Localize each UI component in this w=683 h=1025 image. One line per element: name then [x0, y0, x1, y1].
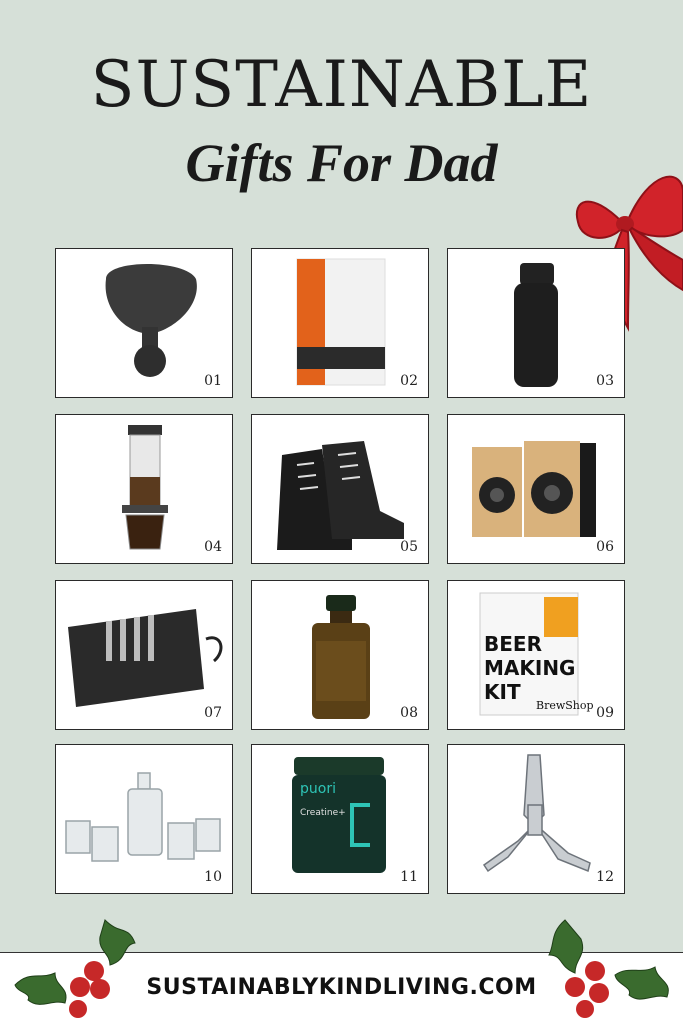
beer-kit-line-2: MAKING — [484, 656, 576, 680]
page-subtitle: Gifts For Dad — [185, 133, 498, 193]
product-number: 08 — [400, 705, 418, 721]
page-title: SUSTAINABLE — [90, 48, 593, 122]
product-card-09[interactable] — [447, 580, 625, 730]
product-card-05[interactable] — [251, 414, 429, 564]
product-grid — [55, 248, 629, 896]
product-card-12[interactable] — [447, 744, 625, 894]
beer-kit-line-1: BEER — [484, 632, 542, 656]
jar-brand: puori — [300, 781, 336, 797]
product-number: 12 — [596, 869, 614, 885]
product-number: 10 — [204, 869, 222, 885]
product-number: 07 — [204, 705, 222, 721]
holly-left-icon — [10, 915, 140, 1020]
product-number: 05 — [400, 539, 418, 555]
product-number: 03 — [596, 373, 614, 389]
product-number: 06 — [596, 539, 614, 555]
product-card-10[interactable] — [55, 744, 233, 894]
beer-kit-brand: BrewShop — [536, 699, 594, 712]
product-card-07[interactable] — [55, 580, 233, 730]
product-card-02[interactable] — [251, 248, 429, 398]
website-link[interactable]: SUSTAINABLYKINDLIVING.COM — [146, 975, 537, 1000]
beer-kit-line-3: KIT — [484, 680, 521, 704]
jar-product: Creatine+ — [300, 808, 346, 818]
holly-right-icon — [545, 915, 683, 1020]
product-number: 01 — [204, 373, 222, 389]
product-card-08[interactable] — [251, 580, 429, 730]
product-card-04[interactable] — [55, 414, 233, 564]
product-number: 09 — [596, 705, 614, 721]
product-card-03[interactable] — [447, 248, 625, 398]
product-card-11[interactable] — [251, 744, 429, 894]
product-number: 04 — [204, 539, 222, 555]
product-card-01[interactable] — [55, 248, 233, 398]
product-card-06[interactable] — [447, 414, 625, 564]
product-number: 11 — [400, 869, 418, 885]
product-number: 02 — [400, 373, 418, 389]
